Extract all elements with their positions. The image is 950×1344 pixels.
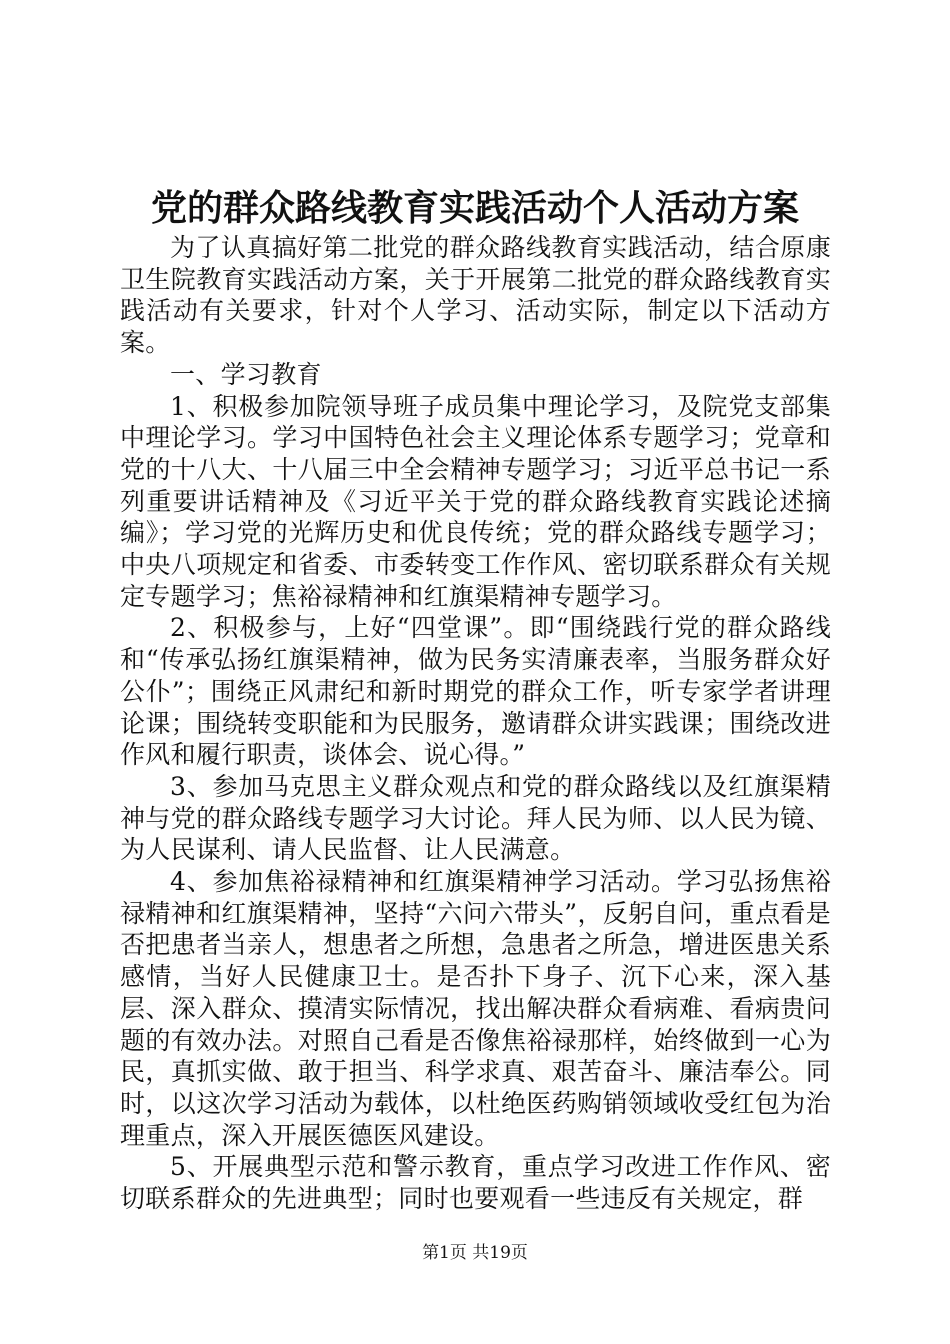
paragraph-item-1: 1、积极参加院领导班子成员集中理论学习，及院党支部集中理论学习。学习中国特色社会主义理论体系专题学习；党章和党的十八大、十八届三中全会精神专题学习；习近平总书记一系列重要讲话精神及《习近平关于党的群众路线教育实践论述摘编》；学习党的光辉历史和优良传统；党的群众路线专题学习；中央八项规定和省委、市委转变工作作风、密切联系群众有关规定专题学习；焦裕禄精神和红旗渠精神专题学习。: [120, 391, 831, 611]
section-heading: 一、学习教育: [170, 359, 322, 389]
document-title: 党的群众路线教育实践活动个人活动方案: [150, 187, 799, 229]
paragraph-item-5: 5、开展典型示范和警示教育，重点学习改进工作作风、密切联系群众的先进典型；同时也要观看一些违反有关规定，群: [120, 1152, 831, 1214]
intro-paragraph: 为了认真搞好第二批党的群众路线教育实践活动，结合原康卫生院教育实践活动方案，关于开展第二批党的群众路线教育实践活动有关要求，针对个人学习、活动实际，制定以下活动方案。: [120, 233, 831, 358]
document-body: [120, 232, 831, 1215]
paragraph-item-4: 4、参加焦裕禄精神和红旗渠精神学习活动。学习弘扬焦裕禄精神和红旗渠精神，坚持“六问六带头”，反躬自问，重点看是否把患者当亲人，想患者之所想，急患者之所急，增进医患关系感情，当好人民健康卫士。是否扑下身子、沉下心来，深入基层、深入群众、摸清实际情况，找出解决群众看病难、看病贵问题的有效办法。对照自己看是否像焦裕禄那样，始终做到一心为民，真抓实做、敢于担当、科学求真、艰苦奋斗、廉洁奉公。同时，以这次学习活动为载体，以杜绝医药购销领域收受红包为治理重点，深入开展医德医风建设。: [120, 867, 831, 1150]
paragraph-item-3: 3、参加马克思主义群众观点和党的群众路线以及红旗渠精神与党的群众路线专题学习大讨论。拜人民为师、以人民为镜、为人民谋利、请人民监督、让人民满意。: [120, 771, 831, 865]
page-number: 第1页 共19页: [422, 1243, 528, 1263]
paragraph-item-2: 2、积极参与，上好“四堂课”。即“围绕践行党的群众路线和“传承弘扬红旗渠精神，做为民务实清廉表率，当服务群众好公仆”；围绕正风肃纪和新时期党的群众工作，听专家学者讲理论课；围绕转变职能和为民服务，邀请群众讲实践课；围绕改进作风和履行职责，谈体会、说心得。”: [120, 613, 831, 770]
